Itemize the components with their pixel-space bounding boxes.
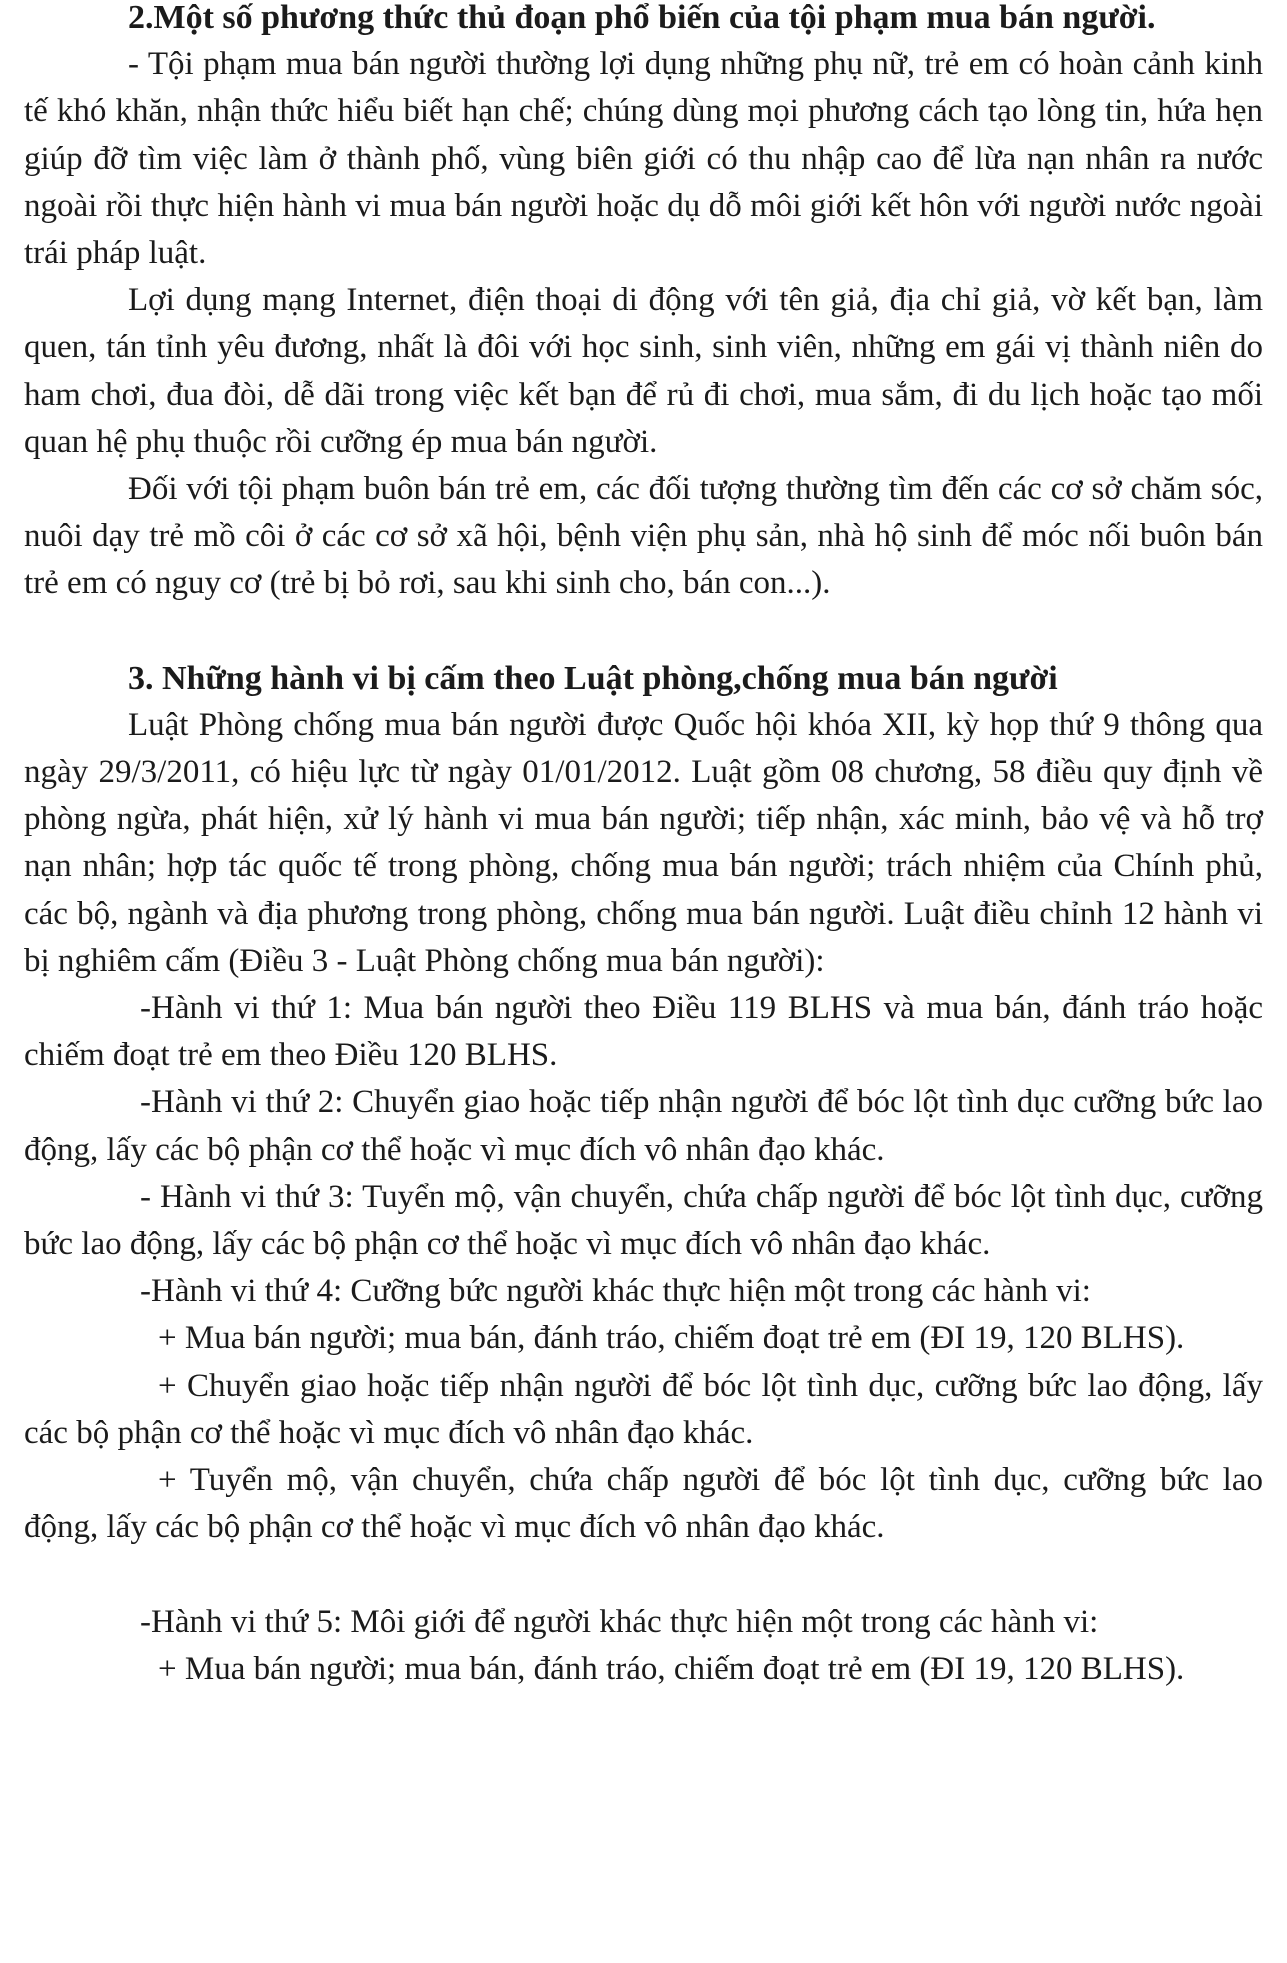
section-2-paragraph-1: - Tội phạm mua bán người thường lợi dụng những phụ nữ, trẻ em có hoàn cảnh kinh tế khó khăn, nhận thức hiểu biết hạn chế; chúng dùng mọi phương cách tạo lòng tin, hứa hẹn giúp đỡ tìm việc làm ở thành phố, vùng biên giới có thu nhập cao để lừa nạn nhân ra nước ngoài rồi thực hiện hành vi mua bán người hoặc dụ dỗ môi giới kết hôn với người nước ngoài trái pháp luật. — [24, 46, 1263, 272]
prohibited-act-5-item-1: + Mua bán người; mua bán, đánh tráo, chiếm đoạt trẻ em (ĐI 19, 120 BLHS). — [158, 1650, 1185, 1687]
section-3-heading: 3. Những hành vi bị cấm theo Luật phòng,chống mua bán người — [128, 659, 1058, 697]
section-3-intro-paragraph: Luật Phòng chống mua bán người được Quốc hội khóa XII, kỳ họp thứ 9 thông qua ngày 29/3/2011, có hiệu lực từ ngày 01/01/2012. Luật gồm 08 chương, 58 điều quy định về phòng ngừa, phát hiện, xử lý hành vi mua bán người; tiếp nhận, xác minh, bảo vệ và hỗ trợ nạn nhân; hợp tác quốc tế trong phòng, chống mua bán người; trách nhiệm của Chính phủ, các bộ, ngành và địa phương trong phòng, chống mua bán người. Luật điều chỉnh 12 hành vi bị nghiêm cấm (Điều 3 - Luật Phòng chống mua bán người): — [24, 706, 1263, 979]
prohibited-act-3: - Hành vi thứ 3: Tuyển mộ, vận chuyển, chứa chấp người để bóc lột tình dục, cưỡng bức lao động, lấy các bộ phận cơ thể hoặc vì mục đích vô nhân đạo khác. — [24, 1178, 1263, 1263]
section-2-paragraph-3: Đối với tội phạm buôn bán trẻ em, các đối tượng thường tìm đến các cơ sở chăm sóc, nuôi dạy trẻ mồ côi ở các cơ sở xã hội, bệnh viện phụ sản, nhà hộ sinh để móc nối buôn bán trẻ em có nguy cơ (trẻ bị bỏ rơi, sau khi sinh cho, bán con...). — [24, 471, 1263, 602]
prohibited-act-4-item-2: + Chuyển giao hoặc tiếp nhận người để bóc lột tình dục, cưỡng bức lao động, lấy các bộ phận cơ thể hoặc vì mục đích vô nhân đạo khác. — [24, 1367, 1263, 1451]
section-spacer — [24, 608, 1263, 655]
prohibited-act-5: -Hành vi thứ 5: Môi giới để người khác thực hiện một trong các hành vi: — [140, 1603, 1099, 1640]
prohibited-act-2: -Hành vi thứ 2: Chuyển giao hoặc tiếp nhận người để bóc lột tình dục cưỡng bức lao động, lấy các bộ phận cơ thể hoặc vì mục đích vô nhân đạo khác. — [24, 1084, 1263, 1168]
prohibited-act-4-item-3: + Tuyển mộ, vận chuyển, chứa chấp người để bóc lột tình dục, cưỡng bức lao động, lấy các bộ phận cơ thể hoặc vì mục đích vô nhân đạo khác. — [24, 1462, 1263, 1546]
section-2-paragraph-2: Lợi dụng mạng Internet, điện thoại di động với tên giả, địa chỉ giả, vờ kết bạn, làm quen, tán tỉnh yêu đương, nhất là đôi với học sinh, sinh viên, những em gái vị thành niên do ham chơi, đua đòi, dễ dãi trong việc kết bạn để rủ đi chơi, mua sắm, đi du lịch hoặc tạo mối quan hệ phụ thuộc rồi cưỡng ép mua bán người. — [24, 282, 1263, 460]
prohibited-act-4: -Hành vi thứ 4: Cưỡng bức người khác thực hiện một trong các hành vi: — [140, 1273, 1091, 1310]
paragraph-spacer — [24, 1552, 1263, 1599]
prohibited-act-4-item-1: + Mua bán người; mua bán, đánh tráo, chiếm đoạt trẻ em (ĐI 19, 120 BLHS). — [158, 1320, 1185, 1357]
prohibited-act-1: -Hành vi thứ 1: Mua bán người theo Điều 119 BLHS và mua bán, đánh tráo hoặc chiếm đoạt trẻ em theo Điều 120 BLHS. — [24, 990, 1263, 1074]
section-2-heading: 2.Một số phương thức thủ đoạn phổ biến của tội phạm mua bán người. — [128, 0, 1156, 36]
